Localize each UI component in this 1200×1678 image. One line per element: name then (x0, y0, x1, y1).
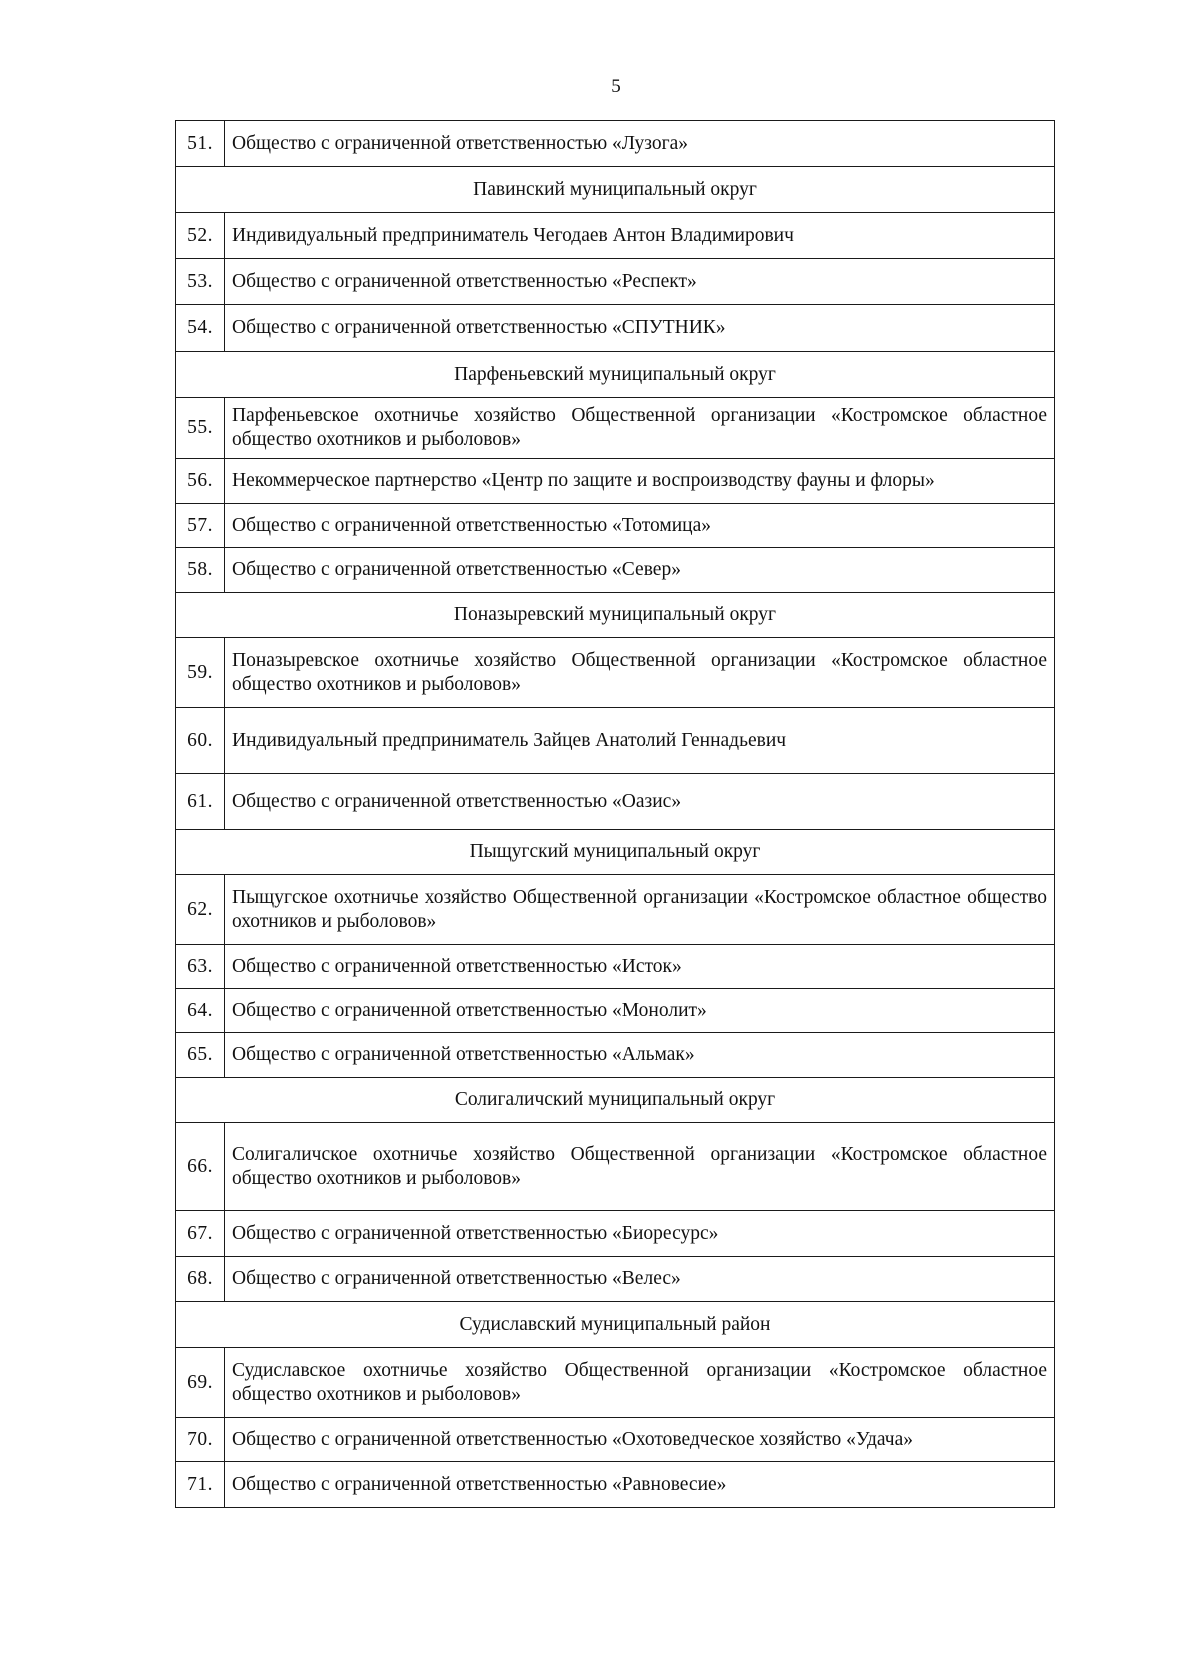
table-row (176, 989, 1055, 1033)
organization-name: Общество с ограниченной ответственностью «Тотомица» (225, 504, 1055, 548)
organization-name: Пыщугское охотничье хозяйство Общественной организации «Костромское областное общество охотников и рыболовов» (225, 875, 1055, 945)
organization-name: Общество с ограниченной ответственностью «Лузога» (225, 121, 1055, 167)
organization-name: Поназыревское охотничье хозяйство Общественной организации «Костромское областное общество охотников и рыболовов» (225, 638, 1055, 708)
organization-name: Общество с ограниченной ответственностью «Биоресурс» (225, 1211, 1055, 1257)
table-row (176, 1033, 1055, 1078)
row-number: 51. (176, 121, 225, 167)
section-header-row (176, 830, 1055, 875)
table-row (176, 398, 1055, 459)
row-number: 62. (176, 875, 225, 945)
row-number: 53. (176, 259, 225, 305)
table-row (176, 708, 1055, 774)
organization-name: Общество с ограниченной ответственностью «СПУТНИК» (225, 305, 1055, 352)
organization-name: Общество с ограниченной ответственностью «Оазис» (225, 774, 1055, 830)
section-header-row (176, 167, 1055, 213)
row-number: 61. (176, 774, 225, 830)
row-number: 54. (176, 305, 225, 352)
organization-name: Общество с ограниченной ответственностью «Велес» (225, 1257, 1055, 1302)
section-header-row (176, 352, 1055, 398)
row-number: 69. (176, 1348, 225, 1418)
organization-name: Индивидуальный предприниматель Зайцев Анатолий Геннадьевич (225, 708, 1055, 774)
row-number: 56. (176, 459, 225, 504)
district-name: Пыщугский муниципальный округ (176, 830, 1055, 875)
organization-name: Общество с ограниченной ответственностью «Исток» (225, 945, 1055, 989)
district-name: Павинский муниципальный округ (176, 167, 1055, 213)
row-number: 63. (176, 945, 225, 989)
row-number: 59. (176, 638, 225, 708)
section-header-row (176, 1302, 1055, 1348)
table-row (176, 548, 1055, 593)
row-number: 65. (176, 1033, 225, 1078)
district-name: Солигаличский муниципальный округ (176, 1078, 1055, 1123)
row-number: 64. (176, 989, 225, 1033)
organization-name: Некоммерческое партнерство «Центр по защите и воспроизводству фауны и флоры» (225, 459, 1055, 504)
row-number: 71. (176, 1462, 225, 1508)
table-row (176, 1462, 1055, 1508)
section-header-row (176, 1078, 1055, 1123)
district-name: Парфеньевский муниципальный округ (176, 352, 1055, 398)
table-row (176, 121, 1055, 167)
row-number: 70. (176, 1418, 225, 1462)
row-number: 67. (176, 1211, 225, 1257)
table-row (176, 638, 1055, 708)
table-row (176, 259, 1055, 305)
page-number: 5 (611, 76, 621, 97)
table-row (176, 875, 1055, 945)
district-name: Судиславский муниципальный район (176, 1302, 1055, 1348)
table-row (176, 213, 1055, 259)
row-number: 66. (176, 1123, 225, 1211)
row-number: 57. (176, 504, 225, 548)
row-number: 60. (176, 708, 225, 774)
row-number: 58. (176, 548, 225, 593)
organization-name: Общество с ограниченной ответственностью «Охотоведческое хозяйство «Удача» (225, 1418, 1055, 1462)
organization-name: Общество с ограниченной ответственностью «Равновесие» (225, 1462, 1055, 1508)
table-row (176, 774, 1055, 830)
table-body (176, 121, 1055, 1508)
table-row (176, 1257, 1055, 1302)
organization-name: Индивидуальный предприниматель Чегодаев Антон Владимирович (225, 213, 1055, 259)
table-row (176, 305, 1055, 352)
organization-name: Общество с ограниченной ответственностью «Респект» (225, 259, 1055, 305)
organization-name: Общество с ограниченной ответственностью «Север» (225, 548, 1055, 593)
table-row (176, 459, 1055, 504)
section-header-row (176, 593, 1055, 638)
row-number: 68. (176, 1257, 225, 1302)
table-row (176, 1418, 1055, 1462)
table-row (176, 1348, 1055, 1418)
organization-name: Общество с ограниченной ответственностью «Альмак» (225, 1033, 1055, 1078)
table-row (176, 1123, 1055, 1211)
table-row (176, 504, 1055, 548)
table-row (176, 945, 1055, 989)
organization-name: Солигаличское охотничье хозяйство Общественной организации «Костромское областное общество охотников и рыболовов» (225, 1123, 1055, 1211)
table-row (176, 1211, 1055, 1257)
row-number: 52. (176, 213, 225, 259)
organization-name: Судиславское охотничье хозяйство Общественной организации «Костромское областное общество охотников и рыболовов» (225, 1348, 1055, 1418)
district-name: Поназыревский муниципальный округ (176, 593, 1055, 638)
organization-name: Парфеньевское охотничье хозяйство Общественной организации «Костромское областное общество охотников и рыболовов» (225, 398, 1055, 459)
organization-name: Общество с ограниченной ответственностью «Монолит» (225, 989, 1055, 1033)
row-number: 55. (176, 398, 225, 459)
hunting-organizations-table (175, 120, 1055, 1508)
